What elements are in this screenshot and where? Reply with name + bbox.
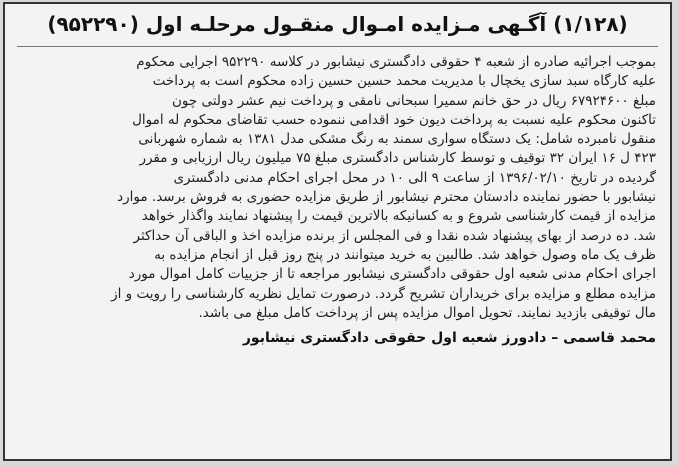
body-line: مزایده مطلع و مزایده برای خریداران تشریح گردد. درصورت تمایل نظریه کارشناسی را رویت و از bbox=[111, 285, 656, 302]
notice-signature: محمد قاسمی – دادورز شعبه اول حقوقی دادگستری نیشابور bbox=[242, 330, 656, 347]
body-line: نیشابور با حضور نماینده دادستان محترم نیشابور از طریق مزایده حضوری به فروش برسد. موارد bbox=[117, 189, 656, 206]
body-line: ۴۲۳ ل ۱۶ ایران ۳۲ توقیف و توسط کارشناس دادگستری مبلغ ۷۵ میلیون ریال ارزیابی و مقرر bbox=[139, 150, 656, 167]
body-line: مال توقیفی بازدید نمایند. تحویل اموال مزایده پس از پرداخت کامل مبلغ می باشد. bbox=[198, 304, 656, 321]
auction-notice bbox=[3, 2, 672, 461]
notice-body bbox=[19, 53, 656, 323]
body-line: گردیده در تاریخ ۱۳۹۶/۰۲/۱۰ از ساعت ۹ الی ۱۰ در محل اجرای احکام مدنی دادگستری bbox=[173, 169, 656, 186]
body-line: بموجب اجرائیه صادره از شعبه ۴ حقوقی دادگستری نیشابور در کلاسه ۹۵۲۲۹۰ اجرایی محکوم bbox=[136, 54, 656, 70]
body-line: منقول نامبرده شامل: یک دستگاه سواری سمند به رنگ مشکی مدل ۱۳۸۱ به شماره شهربانی bbox=[138, 131, 656, 148]
title-divider bbox=[17, 46, 658, 47]
body-line: مزایده از قیمت کارشناسی شروع و به کسانیکه بالاترین قیمت را پیشنهاد نمایند واگذار خواهد bbox=[141, 208, 656, 225]
body-line: اجرای احکام مدنی شعبه اول حقوقی دادگستری نیشابور مراجعه تا از جزییات کامل اموال مورد bbox=[128, 266, 656, 283]
body-line: مبلغ ۶۷۹۲۴۶۰۰ ریال در حق خانم سمیرا سبحانی نامقی و پرداخت نیم عشر دولتی چون bbox=[171, 92, 656, 109]
body-line: علیه کارگاه سبد سازی یخچال با مدیریت محمد حسین حسین زاده محکوم است به پرداخت bbox=[152, 73, 656, 90]
body-line: تاکنون محکوم علیه نسبت به پرداخت دیون خود اقدامی ننموده حسب تقاضای محکوم له اموال bbox=[132, 111, 656, 128]
notice-title: (۱/۱۲۸) آگـهی مـزایده امـوال منقـول مرحلـه اول (۹۵۲۲۹۰) bbox=[47, 12, 628, 36]
body-line: ظرف یک ماه وصول خواهد شد. طالبین به خرید میتوانند در پنج روز قبل از انجام مزایده به bbox=[154, 246, 656, 263]
body-line: شد. ده درصد از بهای پیشنهاد شده نقدا و فی المجلس از برنده مزایده اخذ و الباقی آن حداکثر bbox=[133, 227, 656, 244]
